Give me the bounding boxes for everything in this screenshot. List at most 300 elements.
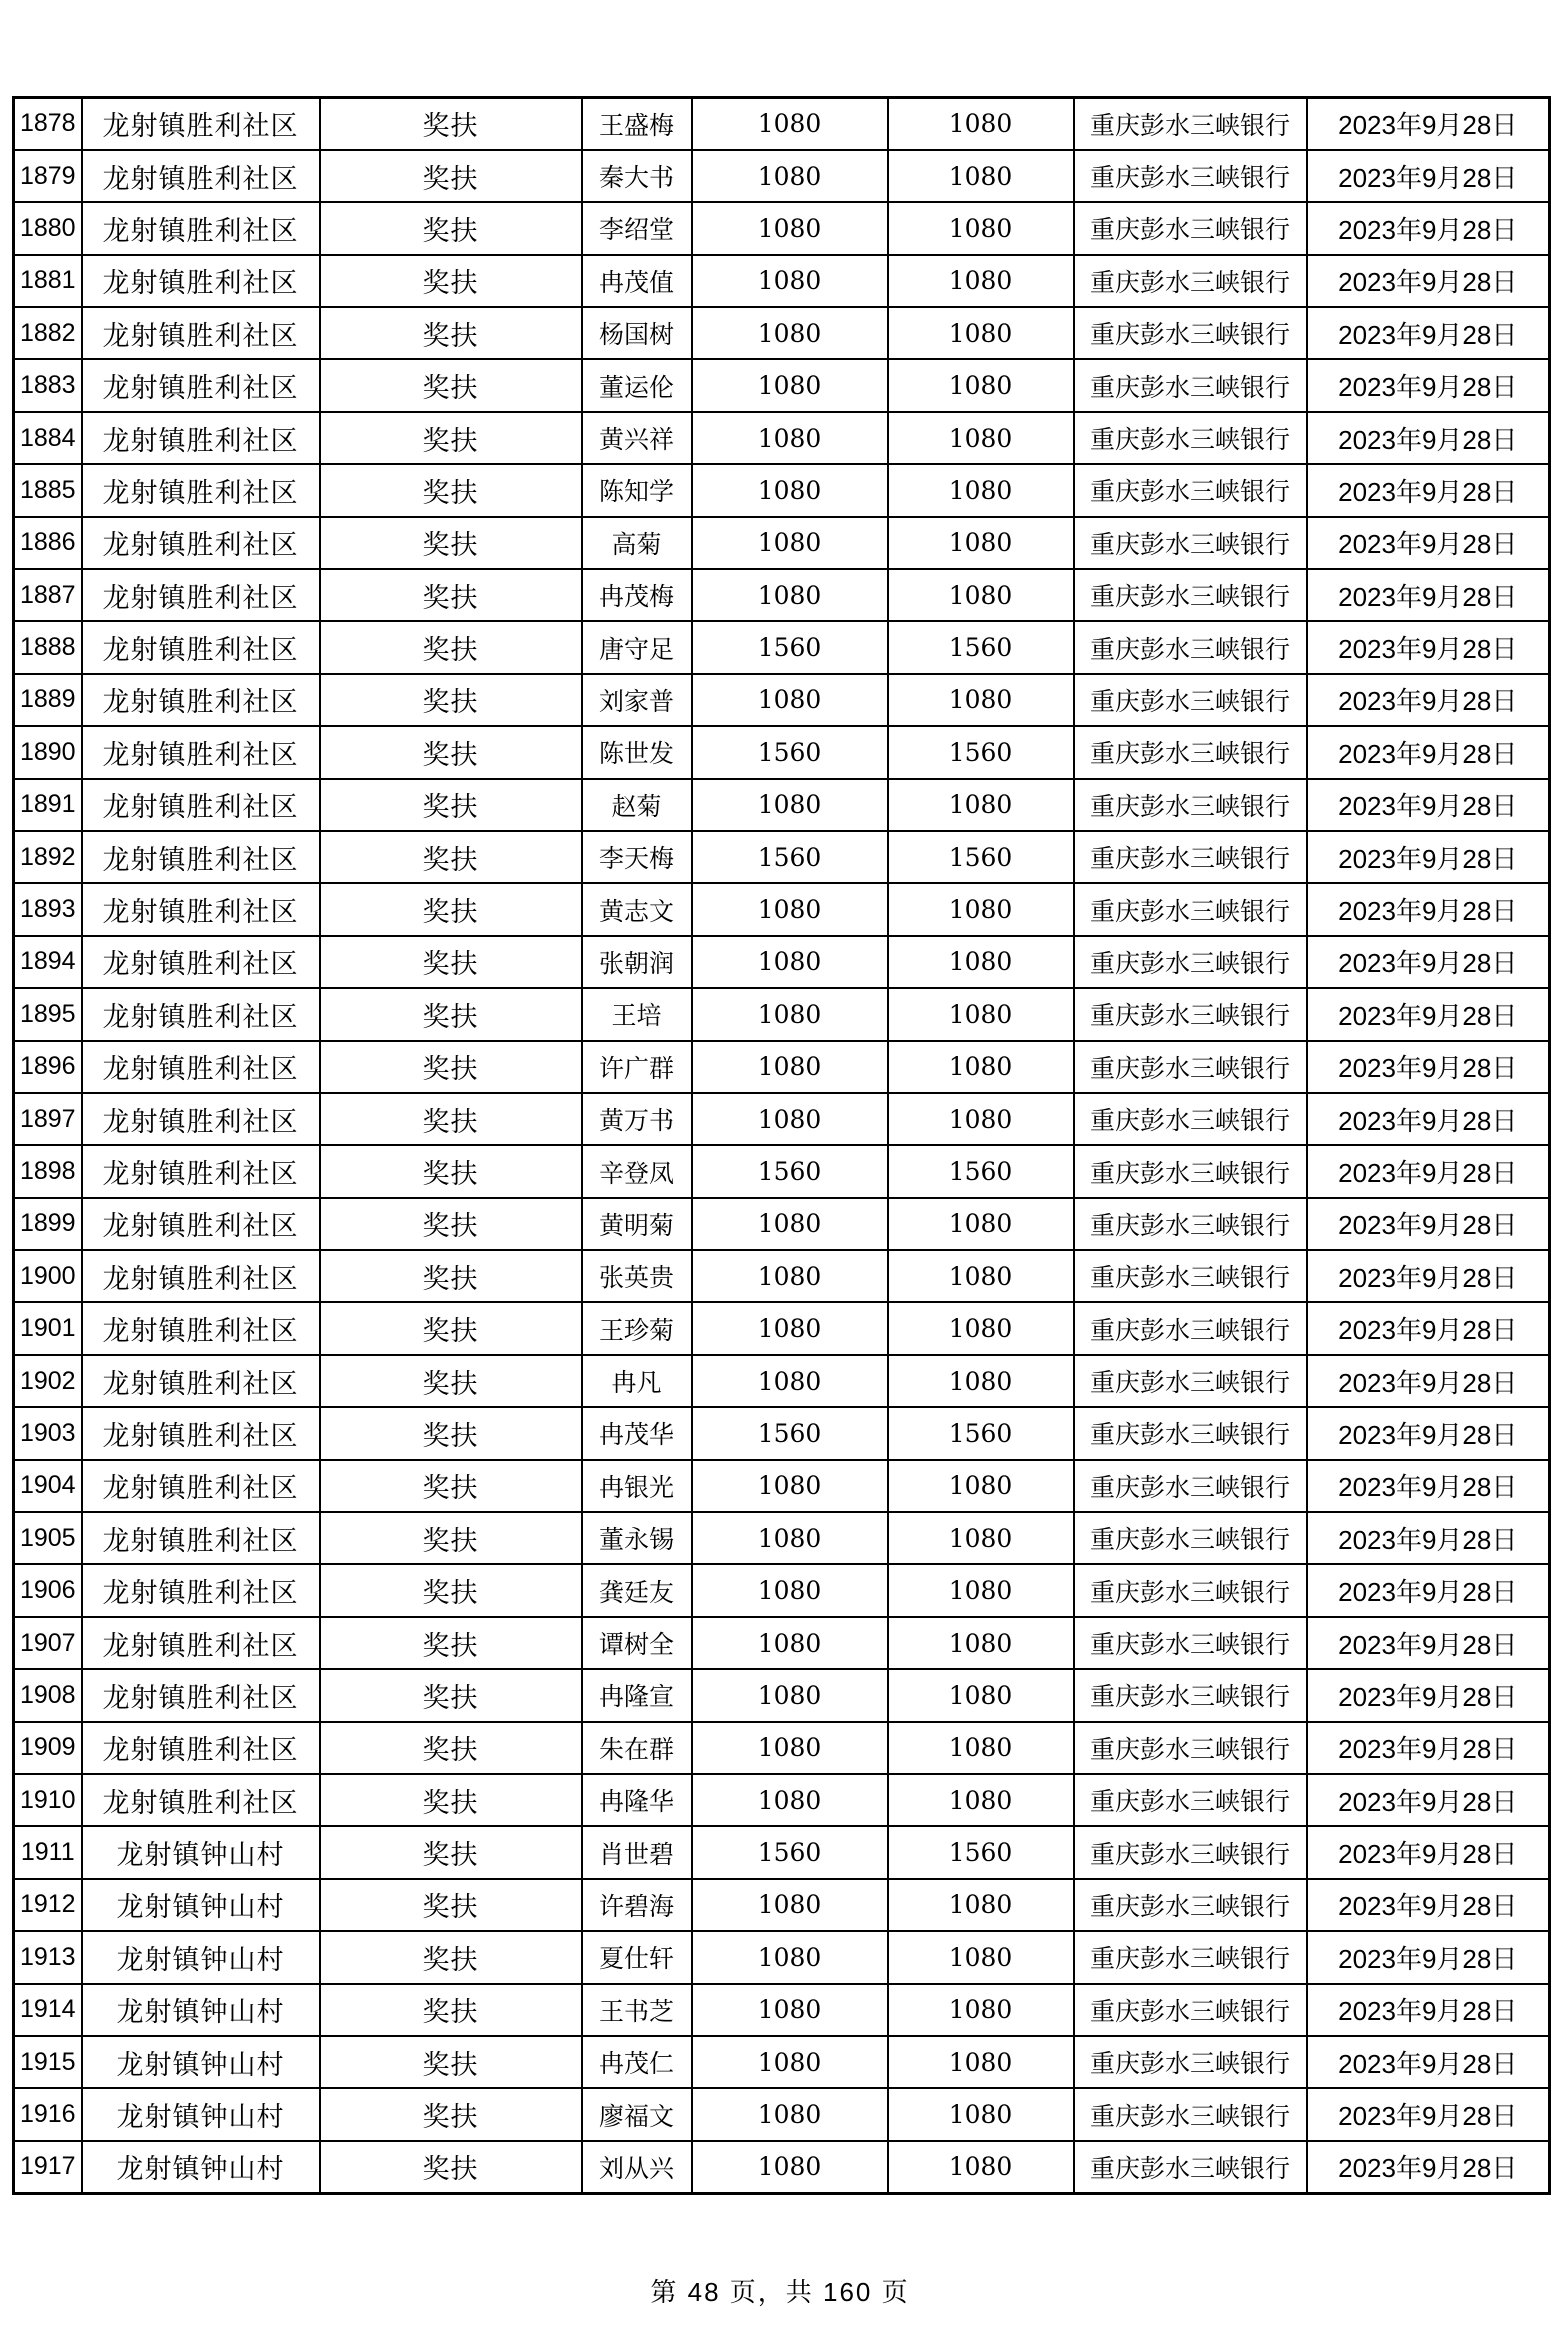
cell-bank: 重庆彭水三峡银行 <box>1074 1984 1307 2036</box>
cell-bank: 重庆彭水三峡银行 <box>1074 1879 1307 1931</box>
cell-serial-number: 1892 <box>14 831 82 883</box>
cell-date: 2023年9月28日 <box>1307 359 1550 411</box>
cell-subsidy-type: 奖扶 <box>320 1355 582 1407</box>
cell-amount-paid: 1080 <box>888 255 1074 307</box>
cell-date: 2023年9月28日 <box>1307 988 1550 1040</box>
cell-date: 2023年9月28日 <box>1307 1879 1550 1931</box>
cell-date: 2023年9月28日 <box>1307 2036 1550 2088</box>
cell-bank: 重庆彭水三峡银行 <box>1074 1145 1307 1197</box>
table-row <box>14 1041 1550 1093</box>
cell-serial-number: 1897 <box>14 1093 82 1145</box>
cell-serial-number: 1912 <box>14 1879 82 1931</box>
cell-subsidy-type: 奖扶 <box>320 1826 582 1878</box>
cell-person-name: 刘家普 <box>582 674 692 726</box>
cell-subsidy-type: 奖扶 <box>320 1931 582 1983</box>
cell-amount-standard: 1080 <box>692 1460 888 1512</box>
cell-community: 龙射镇胜利社区 <box>82 1145 320 1197</box>
table-row <box>14 1460 1550 1512</box>
table-row <box>14 1722 1550 1774</box>
cell-amount-standard: 1080 <box>692 1617 888 1669</box>
cell-subsidy-type: 奖扶 <box>320 202 582 254</box>
table-row <box>14 1302 1550 1354</box>
cell-community: 龙射镇胜利社区 <box>82 1669 320 1721</box>
cell-subsidy-type: 奖扶 <box>320 98 582 150</box>
cell-community: 龙射镇钟山村 <box>82 2088 320 2140</box>
cell-serial-number: 1883 <box>14 359 82 411</box>
cell-serial-number: 1900 <box>14 1250 82 1302</box>
table-row <box>14 1879 1550 1931</box>
table-row <box>14 2088 1550 2140</box>
cell-amount-standard: 1080 <box>692 1041 888 1093</box>
cell-subsidy-type: 奖扶 <box>320 621 582 673</box>
cell-serial-number: 1891 <box>14 779 82 831</box>
table-row <box>14 1984 1550 2036</box>
cell-amount-standard: 1080 <box>692 255 888 307</box>
cell-date: 2023年9月28日 <box>1307 1774 1550 1826</box>
cell-date: 2023年9月28日 <box>1307 1826 1550 1878</box>
cell-person-name: 秦大书 <box>582 150 692 202</box>
cell-person-name: 冉银光 <box>582 1460 692 1512</box>
table-row <box>14 726 1550 778</box>
cell-bank: 重庆彭水三峡银行 <box>1074 1302 1307 1354</box>
table-row <box>14 255 1550 307</box>
cell-date: 2023年9月28日 <box>1307 1355 1550 1407</box>
cell-subsidy-type: 奖扶 <box>320 307 582 359</box>
cell-date: 2023年9月28日 <box>1307 1460 1550 1512</box>
cell-amount-standard: 1080 <box>692 1093 888 1145</box>
cell-date: 2023年9月28日 <box>1307 412 1550 464</box>
cell-bank: 重庆彭水三峡银行 <box>1074 726 1307 778</box>
cell-amount-paid: 1080 <box>888 936 1074 988</box>
cell-subsidy-type: 奖扶 <box>320 517 582 569</box>
cell-subsidy-type: 奖扶 <box>320 831 582 883</box>
table-row <box>14 359 1550 411</box>
cell-community: 龙射镇胜利社区 <box>82 988 320 1040</box>
cell-subsidy-type: 奖扶 <box>320 1093 582 1145</box>
cell-subsidy-type: 奖扶 <box>320 1564 582 1616</box>
cell-bank: 重庆彭水三峡银行 <box>1074 412 1307 464</box>
cell-amount-paid: 1080 <box>888 569 1074 621</box>
cell-person-name: 赵菊 <box>582 779 692 831</box>
cell-subsidy-type: 奖扶 <box>320 1669 582 1721</box>
cell-community: 龙射镇胜利社区 <box>82 621 320 673</box>
cell-bank: 重庆彭水三峡银行 <box>1074 883 1307 935</box>
cell-subsidy-type: 奖扶 <box>320 1198 582 1250</box>
cell-date: 2023年9月28日 <box>1307 1984 1550 2036</box>
table-row <box>14 621 1550 673</box>
cell-bank: 重庆彭水三峡银行 <box>1074 2036 1307 2088</box>
cell-community: 龙射镇胜利社区 <box>82 674 320 726</box>
cell-serial-number: 1879 <box>14 150 82 202</box>
cell-community: 龙射镇胜利社区 <box>82 1407 320 1459</box>
cell-serial-number: 1887 <box>14 569 82 621</box>
cell-community: 龙射镇钟山村 <box>82 1879 320 1931</box>
cell-bank: 重庆彭水三峡银行 <box>1074 1198 1307 1250</box>
cell-date: 2023年9月28日 <box>1307 674 1550 726</box>
cell-subsidy-type: 奖扶 <box>320 1145 582 1197</box>
cell-community: 龙射镇胜利社区 <box>82 883 320 935</box>
cell-subsidy-type: 奖扶 <box>320 2088 582 2140</box>
cell-bank: 重庆彭水三峡银行 <box>1074 2088 1307 2140</box>
cell-date: 2023年9月28日 <box>1307 1407 1550 1459</box>
cell-community: 龙射镇胜利社区 <box>82 1512 320 1564</box>
table-row <box>14 779 1550 831</box>
cell-bank: 重庆彭水三峡银行 <box>1074 1564 1307 1616</box>
table-row <box>14 464 1550 516</box>
cell-person-name: 冉茂梅 <box>582 569 692 621</box>
table-row <box>14 412 1550 464</box>
cell-community: 龙射镇胜利社区 <box>82 98 320 150</box>
cell-community: 龙射镇胜利社区 <box>82 255 320 307</box>
table-row <box>14 2141 1550 2193</box>
cell-serial-number: 1899 <box>14 1198 82 1250</box>
cell-date: 2023年9月28日 <box>1307 150 1550 202</box>
cell-person-name: 张英贵 <box>582 1250 692 1302</box>
cell-serial-number: 1907 <box>14 1617 82 1669</box>
table-row <box>14 1512 1550 1564</box>
cell-bank: 重庆彭水三峡银行 <box>1074 1722 1307 1774</box>
cell-serial-number: 1882 <box>14 307 82 359</box>
cell-community: 龙射镇胜利社区 <box>82 517 320 569</box>
cell-person-name: 王培 <box>582 988 692 1040</box>
cell-amount-standard: 1080 <box>692 1774 888 1826</box>
cell-community: 龙射镇胜利社区 <box>82 202 320 254</box>
cell-date: 2023年9月28日 <box>1307 831 1550 883</box>
cell-person-name: 陈世发 <box>582 726 692 778</box>
cell-subsidy-type: 奖扶 <box>320 569 582 621</box>
cell-amount-standard: 1080 <box>692 412 888 464</box>
cell-subsidy-type: 奖扶 <box>320 1407 582 1459</box>
cell-amount-paid: 1080 <box>888 1041 1074 1093</box>
cell-subsidy-type: 奖扶 <box>320 1774 582 1826</box>
cell-person-name: 辛登凤 <box>582 1145 692 1197</box>
cell-community: 龙射镇钟山村 <box>82 1826 320 1878</box>
cell-person-name: 冉茂仁 <box>582 2036 692 2088</box>
cell-person-name: 张朝润 <box>582 936 692 988</box>
table-row <box>14 936 1550 988</box>
cell-amount-paid: 1080 <box>888 1093 1074 1145</box>
page-footer: 第 48 页，共 160 页 <box>650 2277 910 2307</box>
cell-amount-paid: 1080 <box>888 464 1074 516</box>
cell-subsidy-type: 奖扶 <box>320 1041 582 1093</box>
cell-serial-number: 1905 <box>14 1512 82 1564</box>
table-row <box>14 202 1550 254</box>
cell-person-name: 黄明菊 <box>582 1198 692 1250</box>
cell-amount-standard: 1080 <box>692 2088 888 2140</box>
cell-date: 2023年9月28日 <box>1307 98 1550 150</box>
cell-bank: 重庆彭水三峡银行 <box>1074 1407 1307 1459</box>
cell-bank: 重庆彭水三峡银行 <box>1074 1355 1307 1407</box>
cell-amount-standard: 1080 <box>692 1669 888 1721</box>
cell-amount-paid: 1080 <box>888 988 1074 1040</box>
cell-amount-standard: 1560 <box>692 726 888 778</box>
cell-community: 龙射镇胜利社区 <box>82 1198 320 1250</box>
cell-amount-standard: 1080 <box>692 779 888 831</box>
cell-bank: 重庆彭水三峡银行 <box>1074 621 1307 673</box>
cell-subsidy-type: 奖扶 <box>320 883 582 935</box>
cell-subsidy-type: 奖扶 <box>320 1250 582 1302</box>
table-row <box>14 2036 1550 2088</box>
cell-person-name: 龚廷友 <box>582 1564 692 1616</box>
cell-community: 龙射镇胜利社区 <box>82 779 320 831</box>
cell-person-name: 王书芝 <box>582 1984 692 2036</box>
cell-community: 龙射镇钟山村 <box>82 2036 320 2088</box>
cell-amount-standard: 1080 <box>692 1879 888 1931</box>
table-row <box>14 1355 1550 1407</box>
cell-person-name: 冉茂华 <box>582 1407 692 1459</box>
cell-bank: 重庆彭水三峡银行 <box>1074 255 1307 307</box>
cell-amount-paid: 1080 <box>888 307 1074 359</box>
table-row <box>14 1250 1550 1302</box>
cell-serial-number: 1898 <box>14 1145 82 1197</box>
cell-date: 2023年9月28日 <box>1307 883 1550 935</box>
table-row <box>14 1145 1550 1197</box>
cell-amount-standard: 1080 <box>692 98 888 150</box>
cell-person-name: 冉隆宣 <box>582 1669 692 1721</box>
cell-amount-paid: 1080 <box>888 1879 1074 1931</box>
cell-bank: 重庆彭水三峡银行 <box>1074 98 1307 150</box>
cell-serial-number: 1901 <box>14 1302 82 1354</box>
cell-serial-number: 1916 <box>14 2088 82 2140</box>
cell-amount-standard: 1080 <box>692 2141 888 2193</box>
cell-amount-paid: 1080 <box>888 2141 1074 2193</box>
cell-date: 2023年9月28日 <box>1307 1564 1550 1616</box>
cell-date: 2023年9月28日 <box>1307 569 1550 621</box>
cell-bank: 重庆彭水三峡银行 <box>1074 359 1307 411</box>
cell-subsidy-type: 奖扶 <box>320 255 582 307</box>
cell-subsidy-type: 奖扶 <box>320 1879 582 1931</box>
cell-date: 2023年9月28日 <box>1307 1093 1550 1145</box>
cell-amount-paid: 1080 <box>888 202 1074 254</box>
cell-amount-standard: 1080 <box>692 1512 888 1564</box>
cell-amount-standard: 1080 <box>692 674 888 726</box>
table-row <box>14 1198 1550 1250</box>
cell-community: 龙射镇胜利社区 <box>82 307 320 359</box>
cell-amount-standard: 1080 <box>692 988 888 1040</box>
cell-amount-paid: 1080 <box>888 359 1074 411</box>
cell-person-name: 谭树全 <box>582 1617 692 1669</box>
table-row <box>14 674 1550 726</box>
cell-bank: 重庆彭水三峡银行 <box>1074 779 1307 831</box>
table-body <box>14 98 1550 2194</box>
cell-date: 2023年9月28日 <box>1307 779 1550 831</box>
cell-community: 龙射镇钟山村 <box>82 2141 320 2193</box>
table-row <box>14 307 1550 359</box>
cell-serial-number: 1914 <box>14 1984 82 2036</box>
cell-serial-number: 1896 <box>14 1041 82 1093</box>
cell-serial-number: 1917 <box>14 2141 82 2193</box>
cell-person-name: 李天梅 <box>582 831 692 883</box>
cell-person-name: 冉隆华 <box>582 1774 692 1826</box>
cell-person-name: 夏仕轩 <box>582 1931 692 1983</box>
cell-date: 2023年9月28日 <box>1307 464 1550 516</box>
cell-bank: 重庆彭水三峡银行 <box>1074 988 1307 1040</box>
cell-amount-standard: 1080 <box>692 569 888 621</box>
cell-amount-paid: 1560 <box>888 831 1074 883</box>
cell-subsidy-type: 奖扶 <box>320 1722 582 1774</box>
cell-date: 2023年9月28日 <box>1307 1145 1550 1197</box>
cell-person-name: 黄万书 <box>582 1093 692 1145</box>
cell-amount-paid: 1560 <box>888 1407 1074 1459</box>
cell-amount-paid: 1080 <box>888 517 1074 569</box>
cell-community: 龙射镇胜利社区 <box>82 1460 320 1512</box>
cell-community: 龙射镇胜利社区 <box>82 726 320 778</box>
cell-subsidy-type: 奖扶 <box>320 1302 582 1354</box>
cell-bank: 重庆彭水三峡银行 <box>1074 2141 1307 2193</box>
cell-serial-number: 1886 <box>14 517 82 569</box>
cell-serial-number: 1880 <box>14 202 82 254</box>
cell-bank: 重庆彭水三峡银行 <box>1074 1250 1307 1302</box>
cell-serial-number: 1904 <box>14 1460 82 1512</box>
cell-serial-number: 1888 <box>14 621 82 673</box>
cell-person-name: 冉茂值 <box>582 255 692 307</box>
cell-amount-standard: 1080 <box>692 517 888 569</box>
cell-person-name: 朱在群 <box>582 1722 692 1774</box>
cell-subsidy-type: 奖扶 <box>320 726 582 778</box>
cell-amount-paid: 1560 <box>888 1826 1074 1878</box>
cell-amount-paid: 1080 <box>888 98 1074 150</box>
cell-amount-standard: 1560 <box>692 1407 888 1459</box>
cell-amount-paid: 1080 <box>888 1355 1074 1407</box>
cell-amount-paid: 1080 <box>888 150 1074 202</box>
cell-bank: 重庆彭水三峡银行 <box>1074 1093 1307 1145</box>
cell-subsidy-type: 奖扶 <box>320 779 582 831</box>
cell-serial-number: 1915 <box>14 2036 82 2088</box>
cell-subsidy-type: 奖扶 <box>320 464 582 516</box>
cell-community: 龙射镇胜利社区 <box>82 831 320 883</box>
cell-amount-standard: 1080 <box>692 202 888 254</box>
table-row <box>14 1617 1550 1669</box>
cell-subsidy-type: 奖扶 <box>320 2036 582 2088</box>
cell-person-name: 王珍菊 <box>582 1302 692 1354</box>
cell-amount-paid: 1080 <box>888 2036 1074 2088</box>
cell-amount-paid: 1080 <box>888 1931 1074 1983</box>
cell-bank: 重庆彭水三峡银行 <box>1074 307 1307 359</box>
cell-bank: 重庆彭水三峡银行 <box>1074 464 1307 516</box>
cell-community: 龙射镇胜利社区 <box>82 412 320 464</box>
table-row <box>14 1669 1550 1721</box>
cell-community: 龙射镇胜利社区 <box>82 1355 320 1407</box>
cell-bank: 重庆彭水三峡银行 <box>1074 150 1307 202</box>
cell-serial-number: 1881 <box>14 255 82 307</box>
cell-subsidy-type: 奖扶 <box>320 2141 582 2193</box>
cell-serial-number: 1889 <box>14 674 82 726</box>
cell-serial-number: 1902 <box>14 1355 82 1407</box>
table-row <box>14 517 1550 569</box>
cell-person-name: 许碧海 <box>582 1879 692 1931</box>
cell-serial-number: 1910 <box>14 1774 82 1826</box>
table-row <box>14 1564 1550 1616</box>
cell-date: 2023年9月28日 <box>1307 726 1550 778</box>
cell-subsidy-type: 奖扶 <box>320 936 582 988</box>
cell-person-name: 廖福文 <box>582 2088 692 2140</box>
cell-person-name: 高菊 <box>582 517 692 569</box>
cell-person-name: 董永锡 <box>582 1512 692 1564</box>
cell-amount-paid: 1080 <box>888 1774 1074 1826</box>
cell-amount-standard: 1080 <box>692 150 888 202</box>
cell-community: 龙射镇胜利社区 <box>82 1250 320 1302</box>
cell-amount-paid: 1080 <box>888 412 1074 464</box>
cell-bank: 重庆彭水三峡银行 <box>1074 569 1307 621</box>
cell-amount-paid: 1080 <box>888 1617 1074 1669</box>
cell-community: 龙射镇钟山村 <box>82 1931 320 1983</box>
cell-bank: 重庆彭水三峡银行 <box>1074 202 1307 254</box>
cell-community: 龙射镇胜利社区 <box>82 1093 320 1145</box>
cell-person-name: 李绍堂 <box>582 202 692 254</box>
cell-person-name: 唐守足 <box>582 621 692 673</box>
cell-amount-standard: 1080 <box>692 936 888 988</box>
cell-serial-number: 1913 <box>14 1931 82 1983</box>
cell-amount-standard: 1560 <box>692 831 888 883</box>
cell-community: 龙射镇胜利社区 <box>82 359 320 411</box>
cell-amount-standard: 1080 <box>692 1250 888 1302</box>
cell-amount-standard: 1080 <box>692 1302 888 1354</box>
cell-amount-paid: 1080 <box>888 1198 1074 1250</box>
cell-amount-paid: 1080 <box>888 2088 1074 2140</box>
cell-amount-paid: 1080 <box>888 674 1074 726</box>
cell-serial-number: 1890 <box>14 726 82 778</box>
cell-serial-number: 1878 <box>14 98 82 150</box>
cell-bank: 重庆彭水三峡银行 <box>1074 517 1307 569</box>
cell-amount-paid: 1080 <box>888 1669 1074 1721</box>
cell-subsidy-type: 奖扶 <box>320 1984 582 2036</box>
cell-amount-paid: 1560 <box>888 726 1074 778</box>
cell-subsidy-type: 奖扶 <box>320 150 582 202</box>
cell-amount-paid: 1080 <box>888 1722 1074 1774</box>
cell-amount-standard: 1080 <box>692 1984 888 2036</box>
cell-date: 2023年9月28日 <box>1307 255 1550 307</box>
cell-amount-standard: 1080 <box>692 883 888 935</box>
cell-bank: 重庆彭水三峡银行 <box>1074 674 1307 726</box>
cell-bank: 重庆彭水三峡银行 <box>1074 936 1307 988</box>
table-row <box>14 831 1550 883</box>
cell-amount-paid: 1080 <box>888 1512 1074 1564</box>
cell-date: 2023年9月28日 <box>1307 1198 1550 1250</box>
cell-date: 2023年9月28日 <box>1307 1722 1550 1774</box>
cell-amount-paid: 1080 <box>888 883 1074 935</box>
cell-subsidy-type: 奖扶 <box>320 412 582 464</box>
cell-serial-number: 1906 <box>14 1564 82 1616</box>
table-row <box>14 883 1550 935</box>
cell-subsidy-type: 奖扶 <box>320 674 582 726</box>
cell-amount-standard: 1080 <box>692 1564 888 1616</box>
subsidy-table <box>12 96 1551 2195</box>
table-row <box>14 150 1550 202</box>
cell-amount-paid: 1080 <box>888 1250 1074 1302</box>
cell-community: 龙射镇胜利社区 <box>82 569 320 621</box>
cell-bank: 重庆彭水三峡银行 <box>1074 831 1307 883</box>
cell-date: 2023年9月28日 <box>1307 1512 1550 1564</box>
cell-community: 龙射镇胜利社区 <box>82 1041 320 1093</box>
cell-amount-paid: 1080 <box>888 1460 1074 1512</box>
cell-person-name: 黄志文 <box>582 883 692 935</box>
cell-date: 2023年9月28日 <box>1307 2141 1550 2193</box>
cell-date: 2023年9月28日 <box>1307 2088 1550 2140</box>
cell-community: 龙射镇胜利社区 <box>82 1774 320 1826</box>
cell-date: 2023年9月28日 <box>1307 1041 1550 1093</box>
table-row <box>14 569 1550 621</box>
cell-serial-number: 1885 <box>14 464 82 516</box>
cell-subsidy-type: 奖扶 <box>320 1460 582 1512</box>
cell-person-name: 杨国树 <box>582 307 692 359</box>
cell-bank: 重庆彭水三峡银行 <box>1074 1512 1307 1564</box>
cell-person-name: 董运伦 <box>582 359 692 411</box>
cell-amount-standard: 1560 <box>692 1826 888 1878</box>
cell-amount-standard: 1560 <box>692 1145 888 1197</box>
cell-subsidy-type: 奖扶 <box>320 1617 582 1669</box>
cell-subsidy-type: 奖扶 <box>320 1512 582 1564</box>
cell-community: 龙射镇钟山村 <box>82 1984 320 2036</box>
